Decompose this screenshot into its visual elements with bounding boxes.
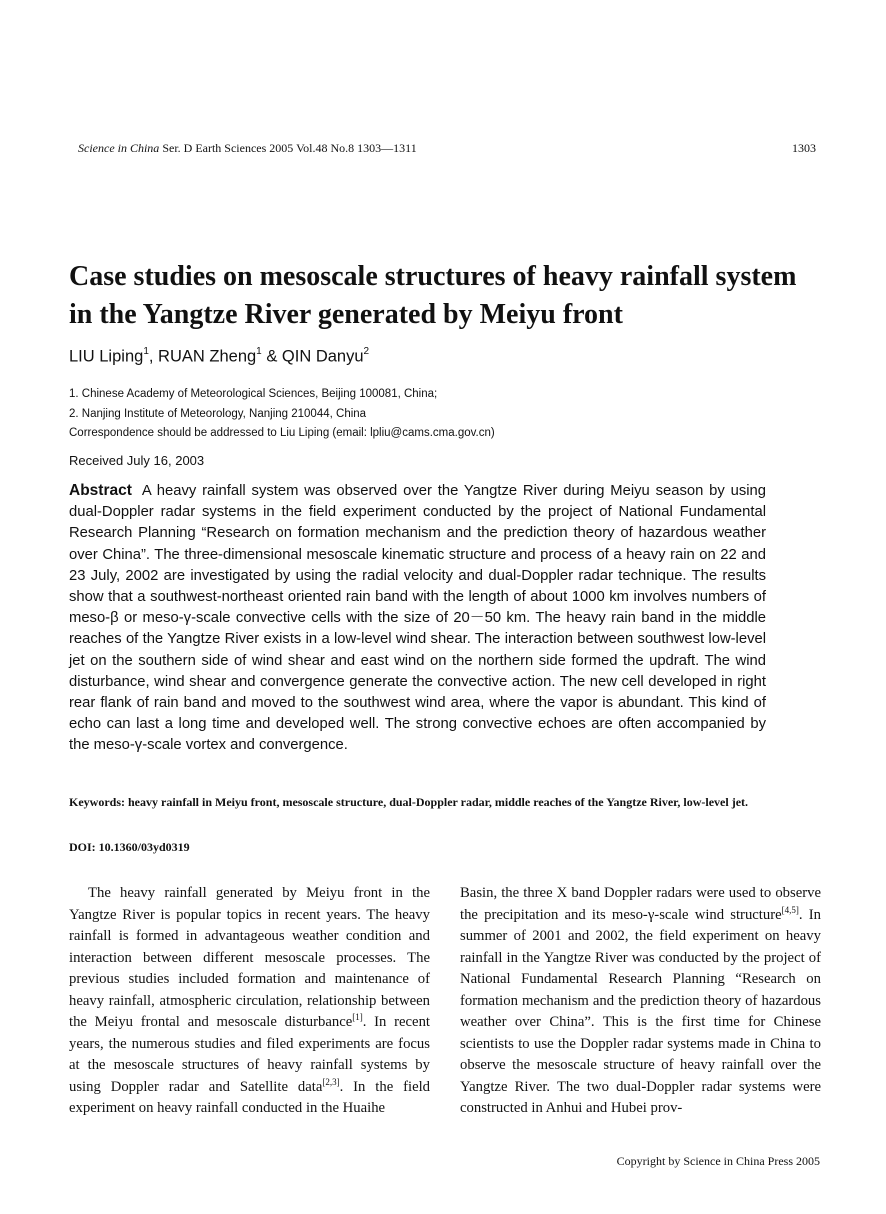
abstract-label: Abstract: [69, 482, 132, 499]
body-text: Basin, the three X band Doppler radars were used to observe the precipitation and its meso-γ-scale wind structure: [460, 885, 821, 923]
abstract-text: A heavy rainfall system was observed over the Yangtze River during Meiyu season by using dual-Doppler radar systems in the field experiment conducted by the project of National Fundamental Research Planning “Research on formation mechanism and the prediction theory of hazardous weather over China”. The three-dimensional mesoscale kinematic structure and process of a heavy rain on 22 and 23 July, 2002 are investigated by using the radial velocity and dual-Doppler radar technique. The results show that a southwest-northeast oriented rain band with the length of about 1000 km involves numbers of meso-β or meso-γ-scale convective cells with the size of 20－50 km. The heavy rain band in the middle reaches of the Yangtze River exists in a low-level wind shear. The interaction between southwest low-level jet on the southern side of wind shear and east wind on the northern side formed the updraft. The wind disturbance, wind shear and convergence generate the convective action. The new cell developed in right rear flank of rain band and moved to the southwest wind area, where the vapor is abundant. This kind of echo can last a long time and developed well. The strong convective echoes are often accompanied by the meso-γ-scale vortex and convergence.: [69, 483, 766, 754]
citation-ref: [2,3]: [322, 1076, 340, 1087]
journal-citation: Ser. D Earth Sciences 2005 Vol.48 No.8 1303—1311: [159, 141, 417, 155]
received-date: Received July 16, 2003: [69, 453, 205, 468]
author-affil-mark: 2: [363, 346, 370, 357]
author-name: RUAN Zheng: [158, 347, 257, 366]
author-affil-mark: 1: [143, 346, 149, 357]
author-name: LIU Liping: [69, 347, 144, 366]
author-name: QIN Danyu: [281, 347, 364, 366]
keywords-label: Keywords:: [69, 795, 125, 809]
doi: DOI: 10.1360/03yd0319: [69, 840, 190, 854]
correspondence-line: Correspondence should be addressed to Liu Liping (email: lpliu@cams.cma.gov.cn): [69, 427, 495, 439]
running-head: [78, 141, 816, 156]
abstract: [69, 480, 766, 757]
body-text: . In the field experiment on heavy rainfall conducted in the Huaihe: [69, 1078, 431, 1116]
affiliations: [69, 385, 495, 444]
author-list: [69, 347, 369, 367]
body-text: . In recent years, the numerous studies and filed experiments are focus at the mesoscale structures of heavy rainfall systems by using Doppler radar and Satellite data: [69, 1014, 430, 1095]
citation-ref: [1]: [352, 1012, 363, 1023]
citation-ref: [4,5]: [781, 904, 799, 915]
body-column-right: [460, 883, 821, 1120]
body-column-left: [69, 883, 430, 1120]
author-separator: ,: [148, 347, 159, 366]
body-text: The heavy rainfall generated by Meiyu front in the Yangtze River is popular topics in recent years. The heavy rainfall is formed in advantageous weather condition and interaction between different mesoscale processes. The previous studies included formation and maintenance of heavy rainfall, atmospheric circulation, relationship between the Meiyu frontal and mesoscale disturbance: [69, 885, 430, 1030]
author-affil-mark: 1: [256, 346, 262, 357]
author-separator: &: [261, 347, 282, 366]
keywords-text: heavy rainfall in Meiyu front, mesoscale structure, dual-Doppler radar, middle reaches of the Yangtze River, low-level jet.: [128, 795, 749, 809]
journal-name: Science in China: [78, 141, 160, 155]
affiliation-line: 2. Nanjing Institute of Meteorology, Nanjing 210044, China: [69, 407, 367, 420]
page-number: 1303: [792, 141, 816, 155]
copyright-notice: Copyright by Science in China Press 2005: [616, 1154, 820, 1168]
body-text: . In summer of 2001 and 2002, the field experiment on heavy rainfall in the Yangtze River was conducted by the project of National Fundamental Research Planning “Research on formation mechanism and the prediction theory of hazardous weather over China”. This is the first time for Chinese scientists to use the Doppler radar systems made in China to observe the mesoscale structure of heavy rainfall over the Yangtze River. The two dual-Doppler radar systems were constructed in Anhui and Hubei prov-: [460, 906, 821, 1116]
affiliation-line: 1. Chinese Academy of Meteorological Sciences, Beijing 100081, China;: [69, 388, 438, 400]
keywords: [69, 793, 766, 812]
paper-title: Case studies on mesoscale structures of heavy rainfall system in the Yangtze River generated by Meiyu front: [69, 261, 797, 330]
